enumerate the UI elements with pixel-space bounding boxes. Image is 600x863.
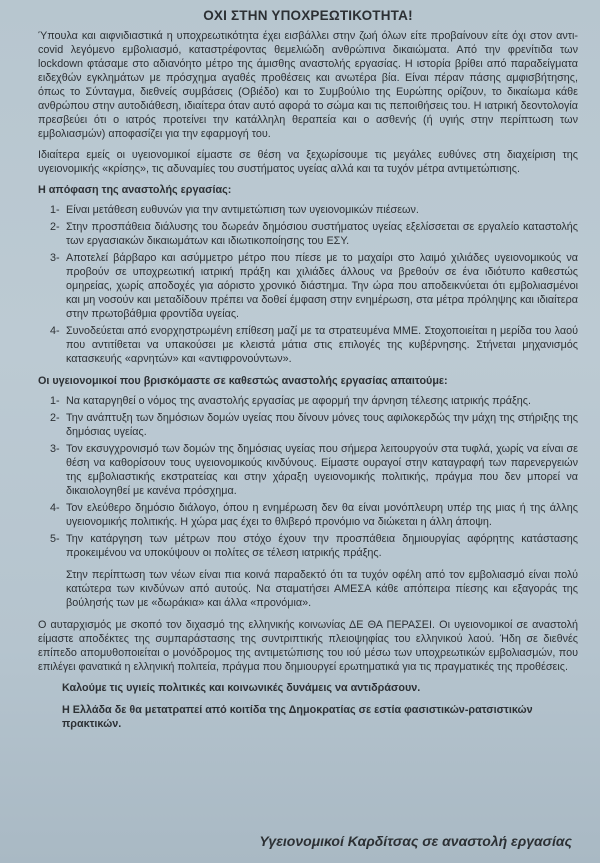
list-item xyxy=(38,203,578,217)
intro-paragraph: Ύπουλα και αιφνιδιαστικά η υποχρεωτικότητα έχει εισβάλλει στην ζωή όλων είτε προβαίνουν είτε όχι στον αντι-covid λεγόμενο εμβολιασμό, καταστρέφοντας θεμελιώδη ανθρώπινα δικαιώματα. Από την φρενίτιδα των lockdown φτάσαμε στο αδιανόητο μέτρο της άμισθης αναστολής εργασίας. Η ιστορία βρίθει από παραδείγματα ειδεχθών εγκλημάτων με πρόσχημα αγαθές προθέσεις και ανωτέρα βία. Είναι πέραν πάσης αμφισβήτησης, όπως το Σύνταγμα, διεθνείς συμβάσεις (Οβιέδο) και το Συμβούλιο της Ευρώπης ορίζουν, το δικαίωμα κάθε ανθρώπου στην αυτοδιάθεση, ιδιαίτερα όταν αυτό αφορά το σώμα και τις πεποιθήσεις του. Η ιατρική δεοντολογία πρεσβεύει ότι ο ιατρός προτείνει την κατάλληλη θεραπεία και ο ασθενής (ή υγιής στην περίπτωση των εμβολιασμών) αποφασίζει για την εφαρμογή του. xyxy=(38,30,578,140)
list-item xyxy=(38,442,578,498)
list-item xyxy=(38,532,578,560)
heading-suspension-decision: Η απόφαση της αναστολής εργασίας: xyxy=(38,184,232,196)
list-item xyxy=(38,220,578,248)
list-text: Στην προσπάθεια διάλυσης του δωρεάν δημόσιου συστήματος υγείας εξελίσσεται σε εργαλείο καταστολής των εργασιακών δικαιωμάτων και ιδιωτικοποίησης του ΕΣΥ. xyxy=(66,221,578,247)
list-number: 3- xyxy=(50,443,60,455)
list-number: 1- xyxy=(50,395,60,407)
list-text: Είναι μετάθεση ευθυνών για την αντιμετώπιση των υγειονομικών πιέσεων. xyxy=(66,204,419,216)
paragraph-responsibilities: Ιδιαίτερα εμείς οι υγειονομικοί είμαστε σε θέση να ξεχωρίσουμε τις μεγάλες ευθύνες στη διαχείριση της υγειονομικής «κρίσης», τις αδυναμίες του συστήματος υγείας αλλά και τα τυχόν μέτρα αντιμετώπισης. xyxy=(38,149,578,175)
list-text: Αποτελεί βάρβαρο και ασύμμετρο μέτρο που πίεσε με το μαχαίρι στο λαιμό χιλιάδες υγειονομικούς να προβούν σε υποχρεωτική ιατρική πράξη και χιλιάδες άλλους να βρεθούν σε ένα ιδιότυπο καθεστώς ομηρείας, χωρίς αποδοχές για αόριστο χρονικό διάστημα. Την ώρα που αποδεικνύεται ότι εμβολιασμένοι και μη νοσούν και μεταδίδουν πρέπει να δοθεί έμφαση στην ενημέρωση, στα μέτρα πρόληψης και ιδιαίτερα στην πρωτοβάθμια φροντίδα υγείας. xyxy=(66,252,578,320)
list-text: Να καταργηθεί ο νόμος της αναστολής εργασίας με αφορμή την άρνηση τέλεσης ιατρικής πράξης. xyxy=(66,395,531,407)
list-number: 1- xyxy=(50,204,60,216)
closing-statement: Η Ελλάδα δε θα μετατραπεί από κοιτίδα της Δημοκρατίας σε εστία φασιστικών-ρατσιστικών πρακτικών. xyxy=(62,704,533,730)
document-title: ΟΧΙ ΣΤΗΝ ΥΠΟΧΡΕΩΤΙΚΟΤΗΤΑ! xyxy=(203,8,413,23)
list-item xyxy=(38,501,578,529)
list-demands xyxy=(38,394,578,560)
list-number: 5- xyxy=(50,533,60,545)
list-text: Την κατάργηση των μέτρων που στόχο έχουν την προσπάθεια δημιουργίας αφόρητης κατάστασης προκειμένου να υποκύψουν οι πολίτες σε τέλεση ιατρικής πράξης. xyxy=(66,533,578,559)
list-item xyxy=(38,394,578,408)
list-number: 2- xyxy=(50,221,60,233)
list-item xyxy=(38,324,578,366)
heading-demands: Οι υγειονομικοί που βρισκόμαστε σε καθεστώς αναστολής εργασίας απαιτούμε: xyxy=(38,375,448,387)
list-number: 2- xyxy=(50,412,60,424)
list-item xyxy=(38,251,578,321)
list-item xyxy=(38,411,578,439)
signature: Υγειονομικοί Καρδίτσας σε αναστολή εργασίας xyxy=(259,833,572,849)
closing-call: Καλούμε τις υγιείς πολιτικές και κοινωνικές δυνάμεις να αντιδράσουν. xyxy=(62,682,421,694)
list-text: Συνοδεύεται από ενορχηστρωμένη επίθεση μαζί με τα στρατευμένα ΜΜΕ. Στοχοποιείται η μερίδα του λαού που αντιτίθεται να υπακούσει με κλειστά μάτια στις επιλογές της κυβέρνησης. Στήνεται μηχανισμός κατασκευής «αρνητών» και «αντιφρονούντων». xyxy=(66,325,578,365)
demand-continuation: Στην περίπτωση των νέων είναι πια κοινά παραδεκτό ότι τα τυχόν οφέλη από τον εμβολιασμό είναι πολύ κατώτερα των κινδύνων από αυτούς. Να σταματήσει ΑΜΕΣΑ κάθε απόπειρα πίεσης και εξαγοράς της βούλησής των με «δωράκια» και άλλα «προνόμια». xyxy=(66,569,578,609)
paragraph-authoritarianism: Ο αυταρχισμός με σκοπό τον διχασμό της ελληνικής κοινωνίας ΔΕ ΘΑ ΠΕΡΑΣΕΙ. Οι υγειονομικοί σε αναστολή είμαστε αποδέκτες της συμπαράστασης της συντριπτικής πλειοψηφίας του ελληνικού λαού. Ήδη σε διεθνές επίπεδο απομυθοποιείται ο μονόδρομος της αντιμετώπισης του ιού μέσω των υποχρεωτικών εμβολιασμών, που επιλέγει φανατικά η ελληνική πολιτεία, πράγμα που δημιουργεί ερωτηματικά για τις πραγματικές της προθέσεις. xyxy=(38,619,578,673)
list-text: Τον ελεύθερο δημόσιο διάλογο, όπου η ενημέρωση δεν θα είναι μονόπλευρη υπέρ της μιας ή της άλλης υγειονομικής πολιτικής. Η χώρα μας έχει το θλιβερό προνόμιο να διώκεται η άλλη άποψη. xyxy=(66,502,578,528)
list-text: Τον εκσυγχρονισμό των δομών της δημόσιας υγείας που σήμερα λειτουργούν στα τυφλά, χωρίς να είναι σε θέση να καθορίσουν τους υγειονομικούς κινδύνους. Είμαστε ουραγοί στην καταγραφή των παρενεργειών της εμβολιαστικής εκστρατείας και στην χάραξη υγειονομικής πολιτικής, πράγμα που δεν μπορεί να δικαιολογηθεί με κανένα πρόσχημα. xyxy=(66,443,578,497)
list-number: 4- xyxy=(50,502,60,514)
list-text: Την ανάπτυξη των δημόσιων δομών υγείας που δίνουν μόνες τους αφιλοκερδώς την μάχη της στήριξης της δημόσιας υγείας. xyxy=(66,412,578,438)
list-number: 4- xyxy=(50,325,60,337)
list-number: 3- xyxy=(50,252,60,264)
list-suspension-points xyxy=(38,203,578,366)
